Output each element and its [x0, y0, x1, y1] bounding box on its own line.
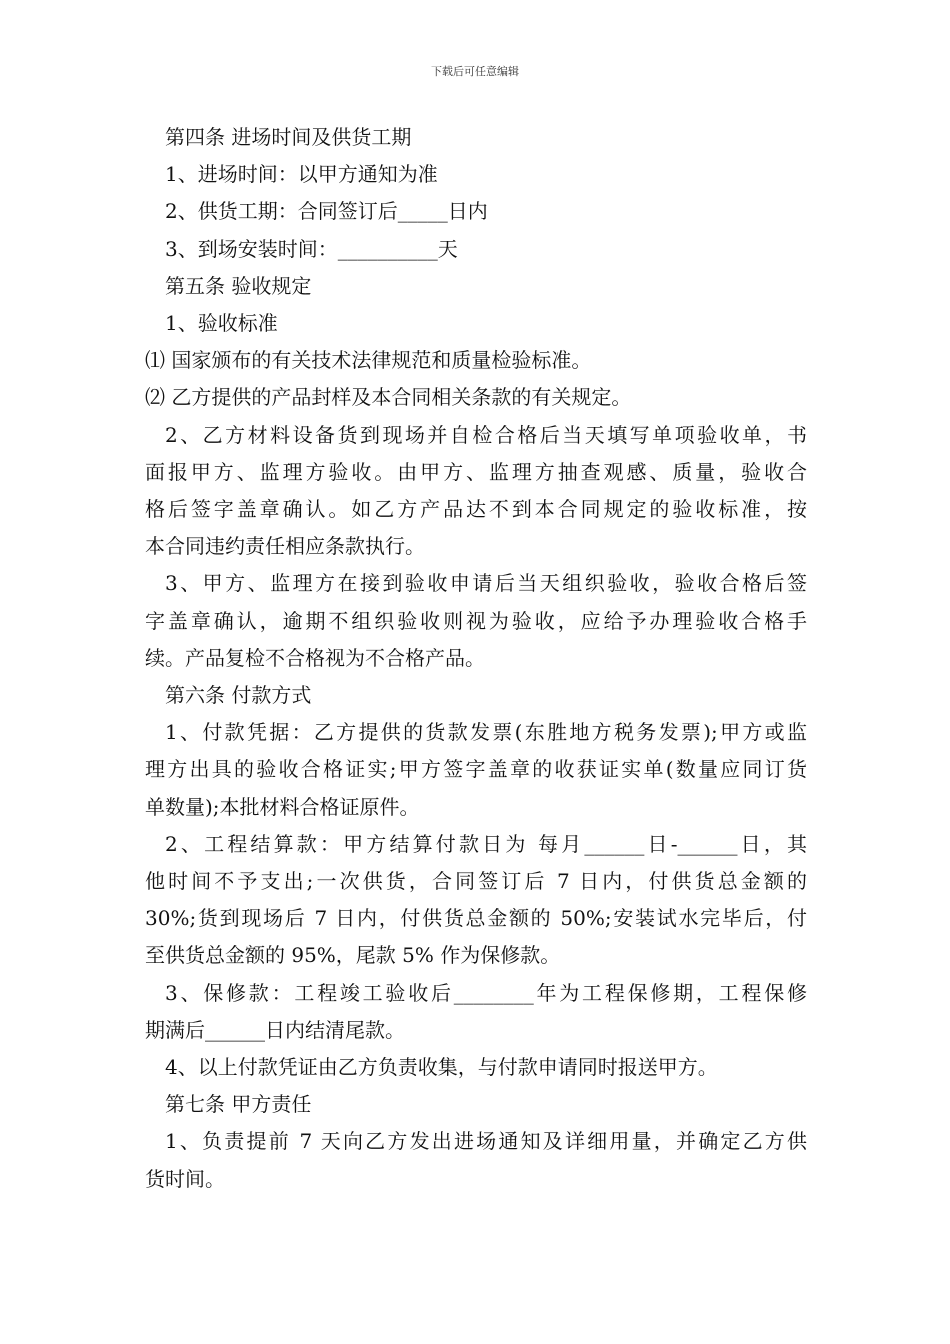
article-5-heading: 第五条 验收规定 — [165, 273, 312, 298]
standard-item-2: ⑵ 乙方提供的产品封样及本合同相关条款的有关规定。 — [145, 385, 632, 410]
clause-settlement-line: 他时间不予支出;一次供货，合同签订后 7 日内，付供货总金额的 — [145, 869, 807, 894]
clause-payment-voucher-line: 单数量);本批材料合格证原件。 — [145, 794, 420, 819]
clause-settlement-line: 30%;货到现场后 7 日内，付供货总金额的 50%;安装试水完毕后，付 — [145, 906, 807, 931]
clause-acceptance-process-line: 格后签字盖章确认。如乙方产品达不到本合同规定的验收标准，按 — [145, 497, 807, 522]
clause-payment-voucher-line: 1、付款凭据：乙方提供的货款发票(东胜地方税务发票);甲方或监 — [165, 720, 807, 745]
document-body — [145, 119, 807, 1198]
article-7-heading: 第七条 甲方责任 — [165, 1092, 312, 1117]
clause-warranty-line: 3、保修款：工程竣工验收后________年为工程保修期，工程保修 — [165, 980, 807, 1005]
clause-party-a-notice-line: 1、负责提前 7 天向乙方发出进场通知及详细用量，并确定乙方供 — [165, 1129, 807, 1154]
clause-payment-voucher-line: 理方出具的验收合格证实;甲方签字盖章的收获证实单(数量应同订货 — [145, 757, 807, 782]
clause-voucher-collection: 4、以上付款凭证由乙方负责收集，与付款申请同时报送甲方。 — [165, 1055, 718, 1080]
clause-warranty-line: 期满后______日内结清尾款。 — [145, 1017, 405, 1042]
clause-supervision-acceptance-line: 字盖章确认，逾期不组织验收则视为验收，应给予办理验收合格手 — [145, 608, 807, 633]
clause-settlement-line: 2、工程结算款：甲方结算付款日为 每月______日-______日，其 — [165, 831, 807, 856]
page-header-note: 下载后可任意编辑 — [431, 65, 519, 78]
clause-supervision-acceptance-line: 续。产品复检不合格视为不合格产品。 — [145, 645, 485, 670]
clause-settlement-line: 至供货总金额的 95%，尾款 5% 作为保修款。 — [145, 943, 561, 968]
article-6-heading: 第六条 付款方式 — [165, 683, 312, 708]
clause-installation-time: 3、到场安装时间：__________天 — [165, 236, 458, 261]
clause-party-a-notice-line: 货时间。 — [145, 1166, 225, 1191]
article-4-heading: 第四条 进场时间及供货工期 — [165, 125, 412, 149]
clause-acceptance-standard: 1、验收标准 — [165, 311, 278, 336]
clause-supervision-acceptance-line: 3、甲方、监理方在接到验收申请后当天组织验收，验收合格后签 — [165, 571, 807, 596]
clause-acceptance-process-line: 本合同违约责任相应条款执行。 — [145, 534, 425, 559]
clause-acceptance-process-line: 面报甲方、监理方验收。由甲方、监理方抽查观感、质量，验收合 — [145, 459, 807, 484]
standard-item-1: ⑴ 国家颁布的有关技术法律规范和质量检验标准。 — [145, 348, 592, 373]
clause-supply-period: 2、供货工期：合同签订后_____日内 — [165, 199, 488, 224]
clause-entry-time: 1、进场时间：以甲方通知为准 — [165, 162, 438, 187]
clause-acceptance-process-line: 2、乙方材料设备货到现场并自检合格后当天填写单项验收单，书 — [165, 422, 807, 447]
